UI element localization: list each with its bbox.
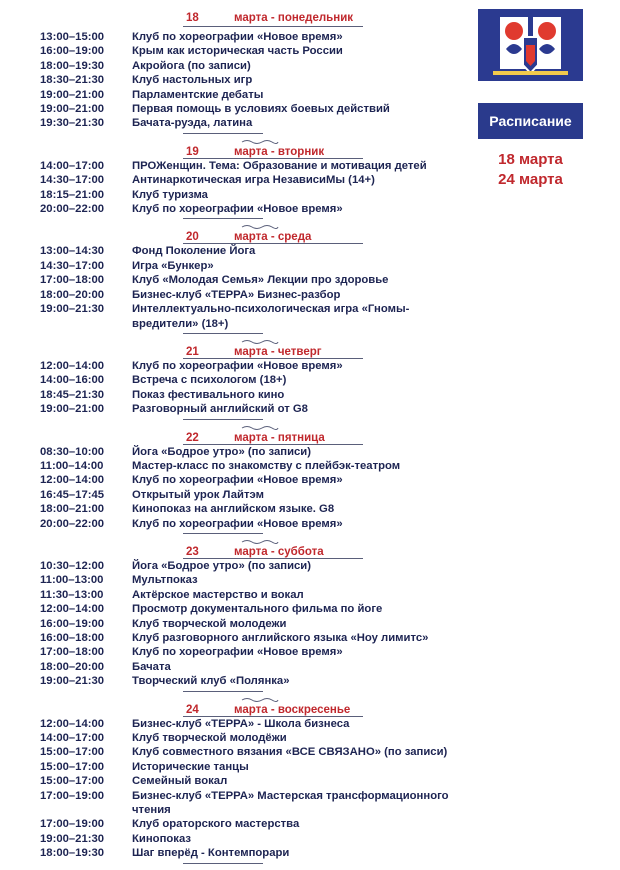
event-time: 14:30–17:00 [40,259,105,272]
event-title: Бизнес-клуб «ТЕРРА» - Школа бизнеса [132,717,350,730]
event-title: Интеллектуально-психологическая игра «Гномы-вредители» (18+) [132,303,410,330]
side-panel [478,9,583,190]
event-title: Йога «Бодрое утро» (по записи) [132,445,312,458]
event-time: 18:00–19:30 [40,847,105,860]
event-row [0,359,470,373]
schedule-badge: Расписание [478,103,583,139]
event-time: 18:15–21:00 [40,188,105,201]
event-time: 11:00–13:00 [40,574,104,587]
event-title: Просмотр документального фильма по йоге [132,603,383,616]
event-row [0,159,470,173]
event-title: ПРОЖенщин. Тема: Образование и мотивация детей [132,159,427,172]
event-time: 12:00–14:00 [40,359,105,372]
event-time: 18:30–21:30 [40,74,105,87]
event-title: Антинаркотическая игра НезависиМы (14+) [132,174,375,187]
event-time: 10:30–12:00 [40,559,105,572]
event-time: 14:00–17:00 [40,159,105,172]
event-time: 16:45–17:45 [40,488,105,501]
event-title: Клуб по хореографии «Новое время» [132,517,343,530]
divider-line [183,419,263,420]
event-row [0,645,470,659]
event-row [0,445,470,459]
event-title: Актёрское мастерство и вокал [132,588,304,601]
event-row [0,44,470,58]
day-underline [183,444,363,445]
event-time: 17:00–19:00 [40,818,105,831]
event-title: Исторические танцы [132,760,249,773]
divider-line [183,333,263,334]
day-header [0,698,470,717]
event-time: 18:45–21:30 [40,388,105,401]
event-time: 20:00–22:00 [40,517,105,530]
event-time: 13:00–14:30 [40,245,105,258]
event-title: Клуб по хореографии «Новое время» [132,474,343,487]
event-row [0,502,470,516]
event-row [0,188,470,202]
event-row [0,674,470,688]
event-time: 19:00–21:00 [40,103,105,116]
event-title: Шаг вперёд - Контемпорари [132,847,290,860]
day-section [0,8,470,140]
event-row [0,244,470,258]
event-row [0,402,470,416]
event-title: Крым как историческая часть России [132,45,343,58]
divider-line [183,863,263,864]
event-row [0,273,470,287]
event-row [0,573,470,587]
event-time: 12:00–14:00 [40,474,105,487]
event-title: Клуб совместного вязания «ВСЕ СВЯЗАНО» (по записи) [132,746,448,759]
day-underline [183,243,363,244]
event-time: 16:00–18:00 [40,632,105,644]
event-title: Клуб «Молодая Семья» Лекции про здоровье [132,274,389,287]
day-underline [183,358,363,359]
event-row [0,30,470,44]
event-row [0,789,470,818]
event-row [0,73,470,87]
day-number: 18 [186,12,199,24]
event-time: 11:30–13:00 [40,588,104,601]
event-title: Клуб творческой молодёжи [132,732,287,745]
date-range [478,150,583,190]
event-row [0,846,470,860]
event-time: 17:00–18:00 [40,646,105,659]
event-time: 15:00–17:00 [40,746,105,759]
day-header [0,8,470,30]
day-divider [0,417,470,426]
coat-of-arms-emblem [478,9,583,81]
event-time: 16:00–19:00 [40,617,105,630]
event-title: Клуб по хореографии «Новое время» [132,31,343,43]
day-underline [183,558,363,559]
event-row [0,832,470,846]
event-row [0,717,470,731]
day-section [0,698,470,870]
event-row [0,88,470,102]
event-title: Парламентские дебаты [132,88,264,101]
event-time: 11:00–14:00 [40,459,104,472]
event-row [0,617,470,631]
day-number: 19 [186,145,199,158]
day-number: 20 [186,231,199,244]
day-name: марта - суббота [234,545,324,558]
event-time: 18:00–19:30 [40,59,105,72]
event-row [0,631,470,645]
day-number: 24 [186,703,199,716]
day-underline [183,716,363,717]
day-section [0,540,470,698]
day-divider [0,216,470,225]
event-title: Мультпоказ [132,574,198,587]
event-row [0,817,470,831]
day-number: 22 [186,431,199,444]
event-row [0,760,470,774]
event-row [0,259,470,273]
event-title: Клуб по хореографии «Новое время» [132,646,343,659]
event-title: Клуб разговорного английского языка «Ноу лимитс» [132,632,429,644]
event-title: Бизнес-клуб «ТЕРРА» Бизнес-разбор [132,288,341,301]
event-row [0,388,470,402]
event-title: Клуб по хореографии «Новое время» [132,359,343,372]
event-title: Разговорный английский от G8 [132,403,308,416]
event-title: Семейный вокал [132,775,228,788]
event-row [0,602,470,616]
event-title: Клуб ораторского мастерства [132,818,300,831]
event-time: 14:30–17:00 [40,174,105,187]
event-row [0,102,470,116]
event-title: Игра «Бункер» [132,259,214,272]
day-underline [183,158,363,159]
day-section [0,340,470,426]
event-time: 18:00–21:00 [40,503,105,516]
divider-line [183,133,263,134]
event-time: 19:00–21:00 [40,88,105,101]
event-row [0,116,470,130]
event-title: Кинопоказ [132,832,191,845]
day-underline [183,26,363,27]
date-to: 24 марта [498,171,563,188]
event-title: Бачата [132,660,171,673]
event-row [0,59,470,73]
event-title: Клуб по хореографии «Новое время» [132,203,343,216]
event-time: 17:00–19:00 [40,789,105,802]
event-row [0,745,470,759]
day-section [0,225,470,339]
day-name: марта - вторник [234,145,325,158]
event-row [0,588,470,602]
date-from: 18 марта [498,151,563,168]
event-row [0,559,470,573]
divider-line [183,691,263,692]
event-title: Бачата-руэда, латина [132,117,253,130]
divider-line [183,218,263,219]
event-title: Первая помощь в условиях боевых действий [132,103,390,116]
day-name: марта - среда [234,231,312,244]
day-divider [0,131,470,140]
event-row [0,488,470,502]
event-row [0,288,470,302]
event-row [0,517,470,531]
day-header [0,340,470,359]
event-row [0,302,470,331]
event-title: Открытый урок Лайтэм [132,488,264,501]
event-title: Клуб настольных игр [132,74,253,87]
event-time: 08:30–10:00 [40,445,105,458]
day-section [0,426,470,540]
day-divider [0,331,470,340]
event-time: 17:00–18:00 [40,274,105,287]
event-title: Встреча с психологом (18+) [132,374,287,387]
event-title: Фонд Поколение Йога [132,245,256,258]
event-time: 19:00–21:00 [40,403,105,416]
event-time: 12:00–14:00 [40,717,105,730]
event-time: 13:00–15:00 [40,31,105,43]
day-header [0,426,470,445]
event-time: 19:00–21:30 [40,303,105,316]
day-header [0,540,470,559]
event-row [0,473,470,487]
event-title: Клуб туризма [132,188,208,201]
day-header [0,225,470,244]
event-time: 15:00–17:00 [40,775,105,788]
day-number: 23 [186,545,199,558]
event-title: Бизнес-клуб «ТЕРРА» Мастерская трансформационного чтения [132,789,449,817]
event-row [0,459,470,473]
event-title: Творческий клуб «Полянка» [132,675,290,688]
day-header [0,140,470,159]
day-name: марта - четверг [234,345,322,358]
day-name: марта - пятница [234,431,325,444]
day-divider [0,861,470,870]
event-row [0,731,470,745]
event-time: 19:00–21:30 [40,675,105,688]
event-title: Йога «Бодрое утро» (по записи) [132,559,312,572]
event-time: 14:00–17:00 [40,732,105,745]
event-title: Показ фестивального кино [132,388,285,401]
schedule-list [0,8,470,870]
event-title: Акройога (по записи) [132,59,251,72]
day-name: марта - понедельник [234,12,354,24]
event-time: 19:00–21:30 [40,832,105,845]
divider-line [183,533,263,534]
event-time: 15:00–17:00 [40,760,105,773]
event-row [0,774,470,788]
event-title: Мастер-класс по знакомству с плейбэк-театром [132,459,401,472]
event-row [0,202,470,216]
event-time: 14:00–16:00 [40,374,105,387]
event-row [0,373,470,387]
day-name: марта - воскресенье [234,703,351,716]
event-time: 12:00–14:00 [40,603,105,616]
event-time: 20:00–22:00 [40,203,105,216]
event-time: 18:00–20:00 [40,288,105,301]
event-title: Клуб творческой молодежи [132,617,287,630]
event-row [0,660,470,674]
event-row [0,173,470,187]
day-divider [0,689,470,698]
day-number: 21 [186,345,199,358]
day-section [0,140,470,226]
day-divider [0,531,470,540]
event-time: 19:30–21:30 [40,117,105,130]
event-time: 16:00–19:00 [40,45,105,58]
emblem-icon [478,9,583,81]
event-title: Кинопоказ на английском языке. G8 [132,503,335,516]
event-time: 18:00–20:00 [40,660,105,673]
